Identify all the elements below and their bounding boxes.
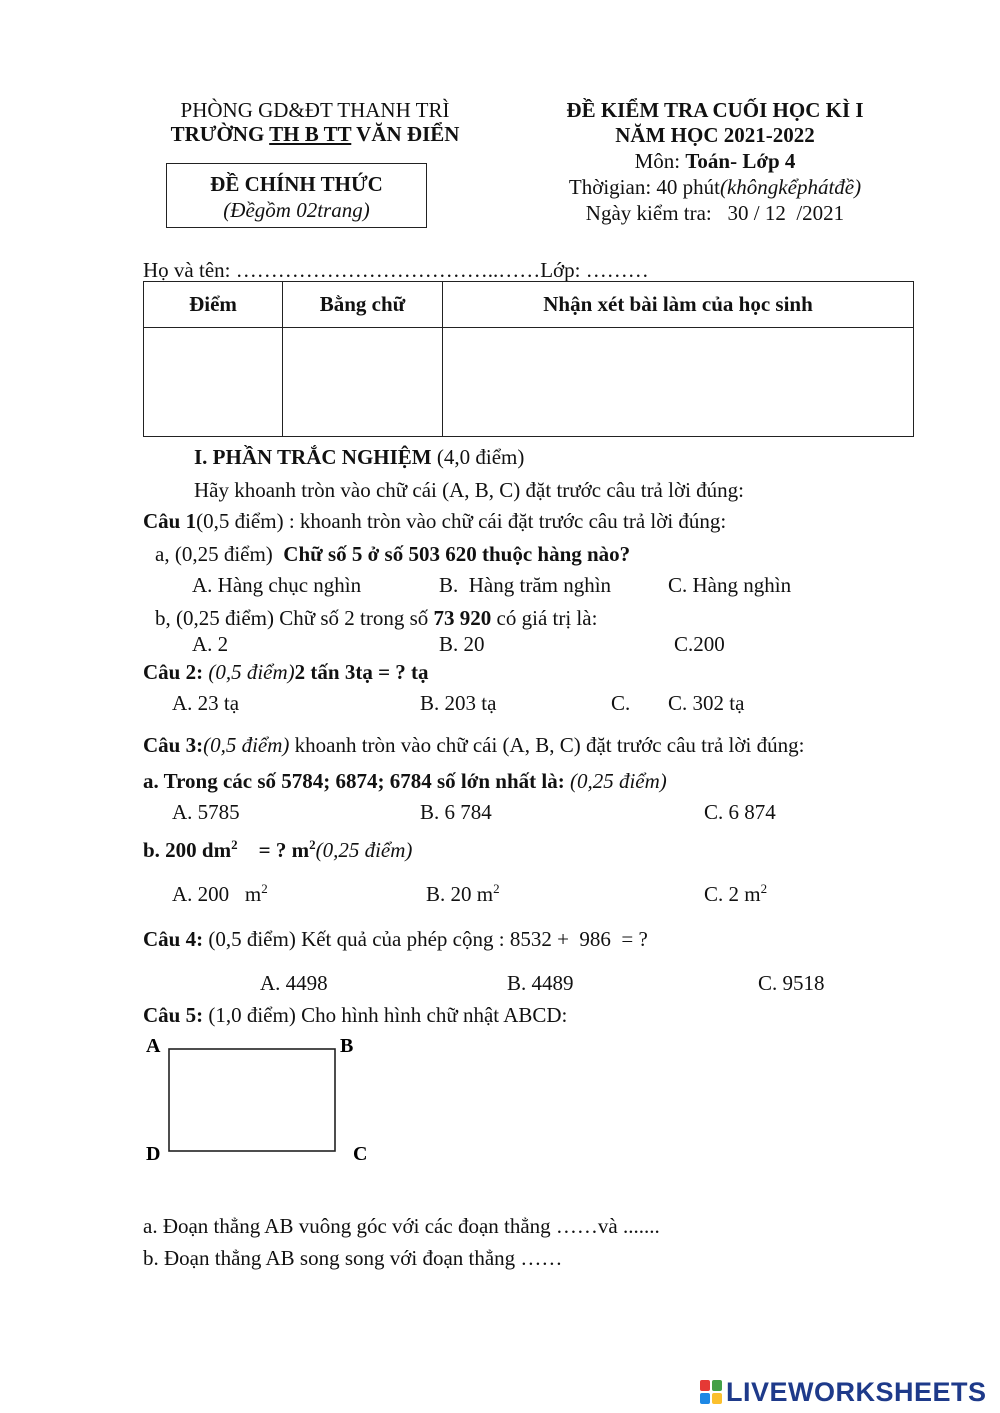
- question-3b-option-a-text: A. 200 m: [172, 882, 262, 906]
- question-1a-option-a[interactable]: A. Hàng chục nghìn: [192, 573, 362, 597]
- question-2-option-c-blank[interactable]: C.: [611, 691, 631, 715]
- question-3-label: Câu 3:: [143, 733, 204, 757]
- question-3b-option-c-sup: 2: [760, 881, 768, 896]
- exam-date: Ngày kiểm tra: 30 / 12 /2021: [585, 201, 845, 225]
- question-5a: a. Đoạn thẳng AB vuông góc với các đoạn thẳng ……và .......: [143, 1214, 660, 1238]
- rectangle-abcd: [169, 1049, 335, 1151]
- question-2-option-a[interactable]: A. 23 tạ: [172, 691, 240, 715]
- question-3a-option-c[interactable]: C. 6 874: [704, 800, 776, 824]
- question-2-option-b[interactable]: B. 203 tạ: [420, 691, 497, 715]
- question-3b-option-c-text: C. 2 m: [704, 882, 761, 906]
- exam-title: ĐỀ KIỂM TRA CUỐI HỌC KÌ I: [566, 98, 864, 122]
- school-name-suffix: VĂN ĐIỂN: [351, 122, 460, 146]
- question-3b-option-c[interactable]: [704, 881, 767, 907]
- question-1b-option-a[interactable]: A. 2: [192, 632, 229, 656]
- subject-line: [530, 148, 900, 174]
- question-1b-prefix: b, (0,25 điểm) Chữ số 2 trong số: [155, 606, 434, 630]
- question-3b-part1: b. 200 dm: [143, 838, 232, 862]
- liveworksheets-logo: [700, 1378, 987, 1406]
- score-words-header: Bằng chữ: [283, 282, 443, 328]
- comment-header: Nhận xét bài làm của học sinh: [443, 282, 914, 328]
- question-3b-option-b[interactable]: [426, 881, 500, 907]
- question-3: [143, 732, 804, 758]
- school-name: [140, 121, 490, 147]
- question-4: [143, 926, 648, 952]
- score-header: Điểm: [144, 282, 283, 328]
- question-1b-option-b[interactable]: B. 20: [439, 632, 485, 656]
- question-1a-option-b[interactable]: B. Hàng trăm nghìn: [439, 573, 612, 597]
- question-4-option-a[interactable]: A. 4498: [260, 971, 328, 995]
- logo-square-1: [700, 1380, 710, 1391]
- section-instruction: Hãy khoanh tròn vào chữ cái (A, B, C) đặt trước câu trả lời đúng:: [194, 478, 744, 502]
- section-title: [194, 444, 524, 470]
- comment-cell[interactable]: [443, 328, 914, 437]
- question-2-points: (0,5 điểm): [203, 660, 295, 684]
- question-1: [143, 508, 726, 534]
- school-name-prefix: TRƯỜNG: [170, 122, 270, 146]
- question-2-option-c[interactable]: C. 302 tạ: [668, 691, 745, 715]
- vertex-b: B: [340, 1035, 354, 1057]
- question-1b-suffix: có giá trị là:: [491, 606, 598, 630]
- time-label: Thờigian: 40 phút: [568, 175, 720, 199]
- official-title: ĐỀ CHÍNH THỨC: [210, 172, 383, 196]
- question-1a-option-c[interactable]: C. Hàng nghìn: [668, 573, 792, 597]
- question-3b-option-b-text: B. 20 m: [426, 882, 494, 906]
- question-3a-text: a. Trong các số 5784; 6874; 6784 số lớn nhất là:: [143, 769, 565, 793]
- school-name-underlined: TH B TT: [269, 122, 352, 146]
- question-3b-sup2: 2: [309, 837, 316, 852]
- time-note: (khôngkểphátđề): [719, 175, 862, 199]
- time-line: [530, 174, 900, 200]
- vertex-c: C: [353, 1143, 368, 1165]
- question-3a-option-b[interactable]: B. 6 784: [420, 800, 492, 824]
- question-5-text: (1,0 điểm) Cho hình hình chữ nhật ABCD:: [203, 1003, 568, 1027]
- question-5b: b. Đoạn thẳng AB song song với đoạn thẳng ……: [143, 1246, 563, 1270]
- vertex-a: A: [146, 1035, 161, 1057]
- official-subtitle: (Đềgồm 02trang): [223, 198, 370, 222]
- question-3b-sup1: 2: [231, 837, 238, 852]
- vertex-d: D: [146, 1143, 161, 1165]
- question-1a-text: Chữ số 5 ở số 503 620 thuộc hàng nào?: [283, 542, 631, 566]
- logo-square-2: [712, 1380, 722, 1391]
- question-3a-points: (0,25 điểm): [564, 769, 667, 793]
- question-3b-option-b-sup: 2: [493, 881, 500, 896]
- question-1a-prefix: a, (0,25 điểm): [155, 542, 284, 566]
- question-5: [143, 1002, 567, 1028]
- question-3b-points: (0,25 điểm): [315, 838, 413, 862]
- liveworksheets-logo-text: LIVEWORKSHEETS: [726, 1376, 987, 1407]
- question-1b: [155, 605, 597, 631]
- question-2-text: 2 tấn 3tạ = ? tạ: [294, 660, 429, 684]
- question-4-label: Câu 4:: [143, 927, 204, 951]
- question-2: [143, 659, 429, 685]
- question-3a: [143, 768, 667, 794]
- question-1b-number: 73 920: [433, 606, 492, 630]
- question-3b-option-a[interactable]: [172, 881, 268, 907]
- rectangle-abcd-figure: [140, 1030, 380, 1170]
- question-3b-option-a-sup: 2: [261, 881, 268, 896]
- question-1-label: Câu 1: [143, 509, 197, 533]
- logo-square-3: [700, 1393, 710, 1404]
- question-3b: [143, 837, 412, 863]
- question-5-label: Câu 5:: [143, 1003, 204, 1027]
- section-points: (4,0 điểm): [431, 445, 525, 469]
- question-1a: [155, 541, 630, 567]
- official-exam-box: [166, 163, 427, 228]
- score-cell[interactable]: [144, 328, 283, 437]
- question-1-text: (0,5 điểm) : khoanh tròn vào chữ cái đặt trước câu trả lời đúng:: [196, 509, 727, 533]
- question-4-option-c[interactable]: C. 9518: [758, 971, 825, 995]
- liveworksheets-logo-icon: [700, 1380, 722, 1404]
- question-3a-option-a[interactable]: A. 5785: [172, 800, 240, 824]
- section-title-text: I. PHẦN TRẮC NGHIỆM: [194, 445, 432, 469]
- question-2-label: Câu 2:: [143, 660, 204, 684]
- question-3-points: (0,5 điểm): [203, 733, 290, 757]
- student-info-line: Họ và tên: ………………………………..……Lớp: ………: [143, 258, 649, 282]
- question-3-text: khoanh tròn vào chữ cái (A, B, C) đặt trước câu trả lời đúng:: [289, 733, 805, 757]
- school-year: NĂM HỌC 2021-2022: [615, 123, 815, 147]
- question-4-option-b[interactable]: B. 4489: [507, 971, 574, 995]
- question-1b-option-c[interactable]: C.200: [674, 632, 725, 656]
- department-name: PHÒNG GD&ĐT THANH TRÌ: [180, 98, 450, 122]
- score-table: [143, 281, 914, 437]
- score-words-cell[interactable]: [283, 328, 443, 437]
- logo-square-4: [712, 1393, 722, 1404]
- question-4-text: (0,5 điểm) Kết quả của phép cộng : 8532 + 986 = ?: [203, 927, 648, 951]
- subject-value: Toán- Lớp 4: [685, 149, 796, 173]
- question-3b-part2: = ? m: [237, 838, 310, 862]
- subject-label: Môn:: [634, 149, 686, 173]
